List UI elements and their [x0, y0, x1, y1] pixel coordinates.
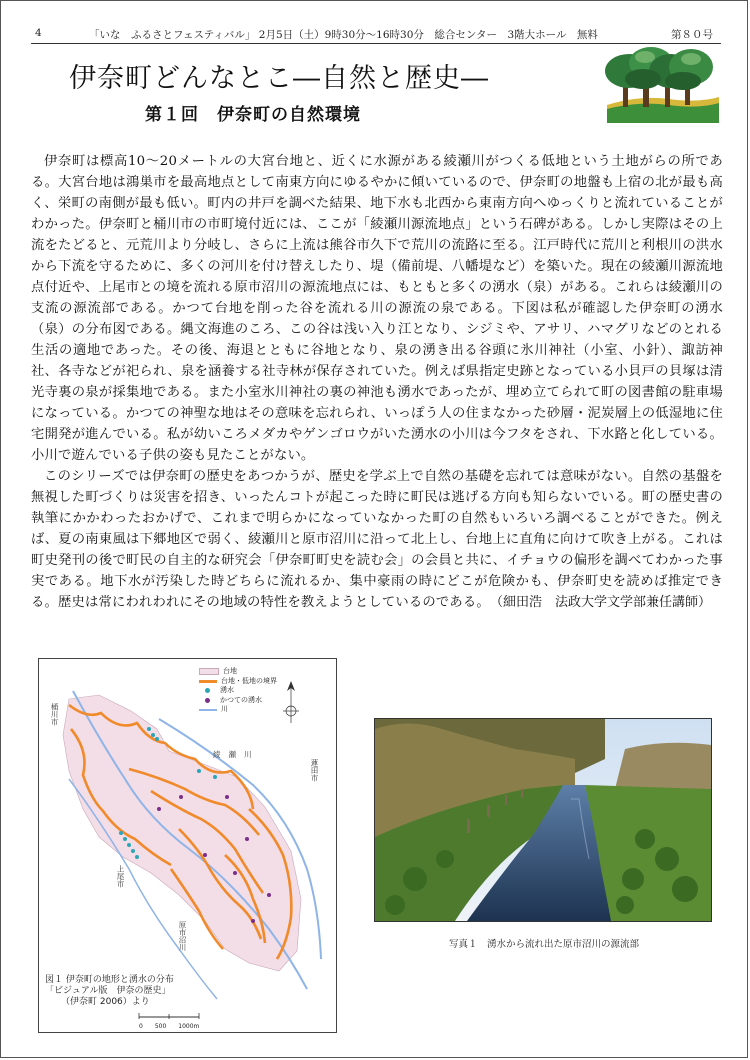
article-subtitle: 第１回 伊奈町の自然環境	[145, 105, 361, 125]
stream-photo	[374, 718, 712, 922]
photo-caption: 写真１ 湧水から流れ出た原市沼川の源流部	[449, 939, 640, 950]
label-hasuda: 蓮田市	[310, 759, 319, 782]
legend-item	[199, 667, 277, 677]
legend-label: かつての湧水	[220, 695, 262, 704]
paragraph: 伊奈町は標高10～20メートルの大宮台地と、近くに水源がある綾瀬川がつくる低地という土地がらの所である。大宮台地は鴻巣市を最高地点として南東方向にゆるやかに傾いているので、伊奈町の地盤も上宿の北が最も高く、栄町の南側が最も低い。町内の井戸を調べた結果、地下水も北西から東南方向へゆっくりと流れていることがわかった。伊奈町と桶川市の市町境付近には、ここが「綾瀬川源流地点」という石碑がある。しかし実際はその上流をたどると、元荒川より分岐し、さらに上流は熊谷市久下で荒川の流路に至る。江戸時代に荒川と利根川の洪水から下流を守るために、多くの河川を付け替えしたり、堤（備前堤、八幡堤など）を築いた。現在の綾瀬川源流地点付近や、上尾市との境を流れる原市沼川の源流地点には、もともと多くの湧水（泉）がある。これらは綾瀬川の支流の源流部である。かつて台地を削った谷を流れる川の源流の泉である。下図は私が確認した伊奈町の湧水（泉）の分布図である。縄文海進のころ、この谷は浅い入り江となり、シジミや、アサリ、ハマグリなどのとれる生活の適地であった。その後、海退とともに谷地となり、泉の湧き出る谷頭に氷川神社（小室、小針）、諏訪神社、各寺などが祀られ、泉を涵養する社寺林が保存されていた。例えば県指定史跡となっている小貝戸の貝塚は清光寺裏の泉が採集地である。また小室氷川神社の裏の神池も湧水であったが、埋め立てられて町の図書館の駐車場になっている。かつての神聖な地はその意味を忘れられ、いっぽう人の住まなかった砂層・泥炭層上の低湿地に住宅開発が進んでいる。私が幼いころメダカやゲンゴロウがいた湧水の小川は今フタをされ、下水路と化している。小川で遊んでいる子供の姿も見たことがない。	[31, 154, 723, 463]
label-okegawa: 桶川市	[50, 703, 59, 726]
terrain-spring-map	[38, 658, 337, 1033]
event-notice: 「いな ふるさとフェスティバル」 2月5日（土）9時30分～16時30分 総合センター 3階大ホール 無料	[89, 29, 598, 41]
legend-label: 川	[221, 705, 228, 713]
legend-swatch	[205, 688, 210, 693]
tree-illustration	[599, 43, 721, 123]
map-caption	[45, 975, 174, 1008]
legend-item	[199, 705, 277, 715]
legend-label: 湧水	[220, 686, 234, 694]
stream-photo-image	[375, 719, 711, 921]
article-title: 伊奈町どんなとこ―自然と歴史―	[69, 63, 489, 94]
legend-label: 台地・低地の境界	[221, 676, 277, 685]
map-legend	[199, 667, 277, 715]
page-number: 4	[35, 27, 42, 39]
legend-item	[199, 696, 277, 706]
paragraph: このシリーズでは伊奈町の歴史をあつかうが、歴史を学ぶ上で自然の基礎を忘れては意味がない。自然の基盤を無視した町づくりは災害を招き、いったんコトが起こった時に町民は逃げる方向も知らないでいる。町の歴史書の執筆にかかわったおかげで、これまで明らかになっていなかった町の自然もいろいろ調べることができた。例えば、夏の南東風は下郷地区で弱く、綾瀬川と原市沼川に沿って北上し、台地上に直角に向けて吹き上がる。これは町史発刊の後で町民の自主的な研究会「伊奈町町史を読む会」の会員と共に、イチョウの偏形を調べてわかった事実である。地下水が汚染した時どちらに流れるか、集中豪雨の時にどこが危険かも、伊奈町史を読めば推定できる。歴史は常にわれわれにその地域の特性を教えようとしているのである。	[31, 469, 723, 610]
author-byline: （細田浩 法政大学文学部兼任講師）	[489, 595, 711, 610]
legend-item	[199, 677, 277, 687]
label-ayase-river: 綾瀬川	[213, 750, 260, 759]
label-haraichi-river: 原市沼川	[178, 921, 187, 951]
map-scale-label: 0 500 1000m	[139, 1023, 200, 1030]
legend-swatch	[199, 680, 217, 683]
map-caption-line: 図１ 伊奈町の地形と湧水の分布	[45, 975, 174, 985]
label-ageo: 上尾市	[116, 865, 125, 888]
map-caption-line: 「ビジュアル版 伊奈の歴史」	[45, 986, 171, 996]
map-caption-line: （伊奈町 2006）より	[61, 997, 150, 1007]
legend-swatch	[205, 698, 210, 703]
article-body	[31, 151, 723, 613]
legend-swatch	[199, 709, 217, 711]
legend-item	[199, 686, 277, 696]
issue-number: 第８０号	[671, 29, 713, 41]
legend-swatch	[199, 668, 219, 675]
legend-label: 台地	[223, 667, 237, 675]
